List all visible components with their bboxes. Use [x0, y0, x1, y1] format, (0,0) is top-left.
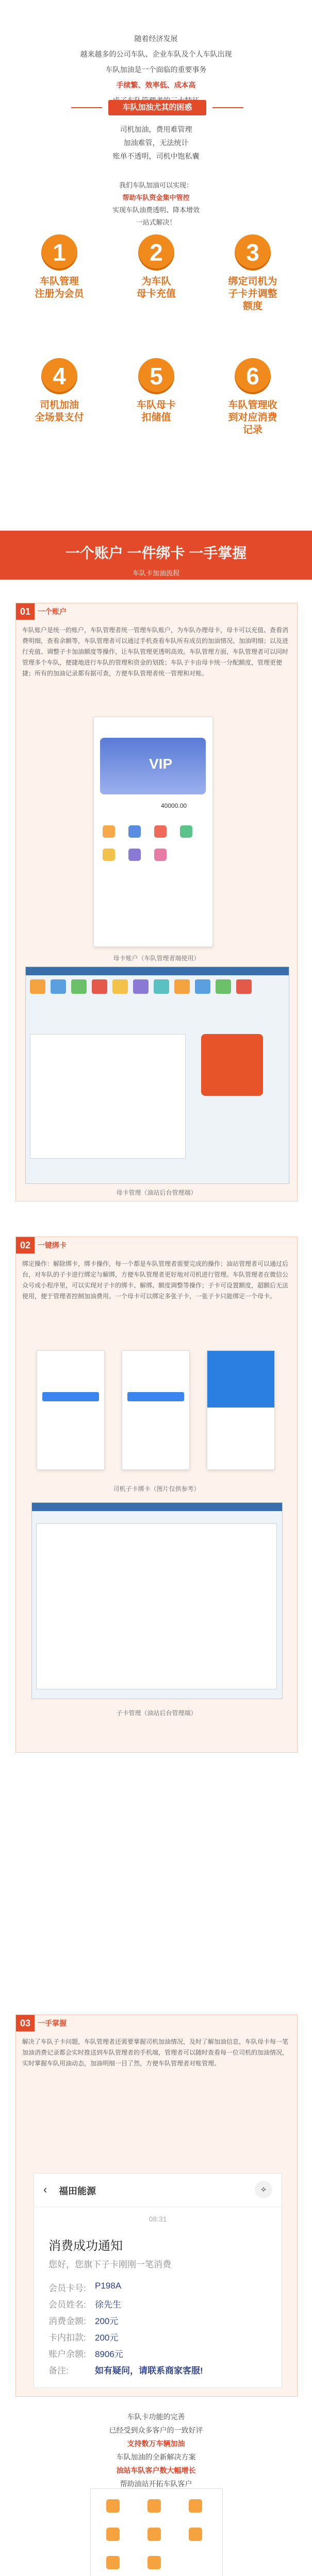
- menu-icon[interactable]: [106, 2556, 120, 2569]
- section-description: 绑定操作：解除绑卡，绑卡操作，每一个都是车队管理者需要完成的操作；油站管理者可以通过后台，对车队的子卡进行绑定与解绑，方便车队管理者更好地对司机进行管理。车队管理者在微信公众号或小程序里，可以实现对子卡的绑卡、解绑、额度调整等操作；子卡可设置额度，超额后无法使用，便于管理者控制加油费用。一个母卡可以绑定多张子卡，一张子卡只能绑定一个母卡。: [22, 1260, 289, 1300]
- vip-card: [100, 738, 206, 794]
- pc-admin-window: [25, 967, 289, 1184]
- feature-label: 绑定司机为 子卡并调整 额度: [228, 276, 277, 312]
- toolbar-icon[interactable]: [133, 979, 149, 994]
- feature-item: [118, 358, 195, 430]
- intro-line: 越来越多的公司车队、企业车队及个人车队出现: [80, 50, 232, 58]
- toolbar-icon[interactable]: [216, 979, 231, 994]
- section-description: 解决了车队子卡问题，车队管理者还需要掌握司机加油情况，及时了解加油信息，车队母卡每一笔加油消费记录都会实时推送到车队管理者的手机端，管理者可以随时查看每一位司机的加油情况，实时掌握车队用油动态，加油明细一目了然，方便车队管理者对账管理。: [22, 2038, 289, 2067]
- section-title: 一键绑卡: [38, 1241, 67, 1249]
- slogan-band: [0, 531, 312, 580]
- feature-number-badge: 1: [41, 234, 77, 270]
- intro2-block: [0, 123, 312, 163]
- bind-button[interactable]: [42, 1392, 99, 1401]
- phone-mockup: [93, 717, 213, 947]
- closing-line: 帮助油站开拓车队客户: [120, 2480, 192, 2488]
- intro3-line: 一站式解决！: [136, 218, 176, 226]
- notice-row: 卡内扣款: 200元: [48, 2333, 119, 2343]
- menu-icon[interactable]: [189, 2528, 202, 2541]
- app-icon[interactable]: [128, 849, 141, 861]
- section-header: [16, 2015, 135, 2031]
- notice-row: 备注: 如有疑问，请联系商家客服!: [48, 2366, 203, 2376]
- app-icon[interactable]: [103, 825, 115, 838]
- intro-highlight: 手续繁、效率低、成本高: [116, 81, 196, 89]
- closing-line: 车队加油的全新解决方案: [116, 2453, 196, 2461]
- intro-line: 随着经济发展: [134, 35, 178, 43]
- subcard-table: [36, 1523, 277, 1689]
- toolbar-icon[interactable]: [92, 979, 107, 994]
- menu-icon[interactable]: [147, 2528, 161, 2541]
- notice-row: 账户余额: 8906元: [48, 2349, 123, 2359]
- app-icon[interactable]: [180, 825, 192, 838]
- card-header: [207, 1351, 274, 1408]
- window-titlebar: [32, 1503, 282, 1511]
- phone-caption: 司机子卡绑卡（图片仅供参考）: [113, 1485, 200, 1493]
- closing-highlight: 支持数万车辆加油: [127, 2439, 185, 2448]
- feature-number-badge: 4: [41, 358, 77, 394]
- slogan-text: 一个账户 一件绑卡 一手掌握: [65, 545, 247, 561]
- menu-icon[interactable]: [147, 2499, 161, 2513]
- menu-icon[interactable]: [147, 2556, 161, 2569]
- closing-line: 已经受到众多客户的一致好评: [109, 2426, 203, 2434]
- intro3-block: [0, 179, 312, 229]
- section-number: 01: [16, 603, 35, 620]
- notice-title: 消费成功通知: [48, 2239, 123, 2253]
- phone-mockup: [37, 1350, 105, 1470]
- feature-item: [21, 234, 98, 307]
- toolbar-icon[interactable]: [154, 979, 169, 994]
- section-title: 一手掌握: [38, 2019, 67, 2027]
- intro3-line: 实现车队油费透明、降本增效: [112, 206, 200, 214]
- banner-title: 车队加油尤其的困惑: [108, 100, 206, 115]
- feature-number-badge: 5: [138, 358, 174, 394]
- menu-icon[interactable]: [106, 2528, 120, 2541]
- phone-caption: 母卡账户（车队管理者端使用）: [113, 955, 200, 962]
- notice-row: 消费金额: 200元: [48, 2316, 119, 2326]
- toolbar-icon[interactable]: [71, 979, 87, 994]
- feature-label: 为车队 母卡充值: [136, 276, 176, 299]
- phone-mockup: [207, 1350, 275, 1470]
- intro2-line: 加油难管，无法统计: [123, 139, 189, 147]
- feature-item: [118, 234, 195, 307]
- section-description: 车队账户是统一的账户，车队管理者统一管理车队账户，为车队办理母卡，母卡可以充值、查看消费明细，查看余额等，车队管理者可以通过手机查看车队所有成员的加油情况、加油明细；以及进行充值、调整子卡加油额度等操作，让车队管理更透明高效。车队管理方面，车队管理者可以同时管理多个车队，便捷地进行车队的管理和资金的划拨；车队子卡由母卡统一分配额度，管理更便捷；所有的加油记录都有据可查，方便车队管理者统一管理和对账。: [22, 626, 289, 677]
- toolbar-icon[interactable]: [30, 979, 45, 994]
- toolbar-icon[interactable]: [236, 979, 252, 994]
- app-icon[interactable]: [128, 825, 141, 838]
- intro-line: 车队加油是一个面临的重要事务: [105, 65, 207, 74]
- slogan-subtitle: 车队卡加油流程: [132, 569, 179, 577]
- feature-label: 车队管理 注册为会员: [35, 276, 84, 299]
- closing-line: 车队卡功能的完善: [127, 2413, 185, 2421]
- feature-number-badge: 3: [235, 234, 271, 270]
- intro2-line: 司机加油，费用难管理: [120, 125, 192, 133]
- toolbar-icon[interactable]: [195, 979, 210, 994]
- section-header: [16, 603, 135, 620]
- notice-row: 会员卡号: P198A: [48, 2281, 122, 2293]
- back-icon[interactable]: ‹: [43, 2183, 47, 2196]
- menu-icon[interactable]: [189, 2499, 202, 2513]
- notice-header: [34, 2174, 282, 2207]
- logo-icon: [201, 1034, 263, 1096]
- pc-caption: 母卡管理（油站后台管理端）: [116, 1189, 197, 1196]
- features-grid: [21, 234, 291, 471]
- section-header: [16, 1237, 135, 1253]
- member-form: [30, 1034, 186, 1159]
- bind-button[interactable]: [127, 1392, 184, 1401]
- feature-label: 车队母卡 扣储值: [136, 400, 176, 423]
- window-titlebar: [26, 967, 289, 975]
- feature-number-badge: 2: [138, 234, 174, 270]
- menu-icon[interactable]: [106, 2499, 120, 2513]
- intro3-line: 我们车队加油可以实现：: [119, 181, 193, 189]
- feature-number-badge: 6: [235, 358, 271, 394]
- section-one-account: [15, 603, 298, 1201]
- feature-item: [214, 234, 291, 312]
- brand-name: 福田能源: [59, 2186, 96, 2196]
- notice-time: 08:31: [149, 2215, 167, 2223]
- feature-label: 司机加油 全场景支付: [35, 400, 84, 423]
- mobile-menu-mockup: [90, 2488, 223, 2576]
- consume-notice-card: [34, 2173, 282, 2388]
- notice-row: 会员姓名: 徐先生: [48, 2300, 121, 2310]
- app-icon-grid: [100, 825, 206, 887]
- toolbar-icon[interactable]: [51, 979, 66, 994]
- intro-block: [0, 0, 312, 108]
- toolbar-icon[interactable]: [174, 979, 190, 994]
- app-icon[interactable]: [154, 849, 167, 861]
- app-icon[interactable]: [103, 849, 115, 861]
- phone-mockup: [122, 1350, 190, 1470]
- intro3-highlight: 帮助车队资金集中管控: [122, 194, 190, 201]
- section-number: 02: [16, 1237, 35, 1253]
- feature-item: [21, 358, 98, 430]
- pc-admin-window: [31, 1502, 283, 1699]
- pc-caption: 子卡管理（油站后台管理端）: [116, 1709, 197, 1717]
- notice-greeting: 您好，您旗下子卡刚刚一笔消费: [48, 2260, 171, 2269]
- toolbar-icon[interactable]: [112, 979, 128, 994]
- vip-label: VIP: [149, 756, 173, 772]
- intro2-line: 账单不透明，司机中饱私囊: [112, 152, 200, 160]
- app-icon[interactable]: [154, 825, 167, 838]
- link-icon[interactable]: ⟡: [255, 2181, 272, 2198]
- section-title: 一个账户: [38, 607, 67, 616]
- feature-item: [214, 358, 291, 435]
- balance-value: 40000.00: [161, 802, 187, 809]
- section-two-bind: [15, 1236, 298, 1753]
- closing-highlight: 油站车队客户数大幅增长: [116, 2466, 196, 2475]
- feature-label: 车队管理收 到对应消费 记录: [228, 400, 277, 435]
- section-number: 03: [16, 2015, 35, 2031]
